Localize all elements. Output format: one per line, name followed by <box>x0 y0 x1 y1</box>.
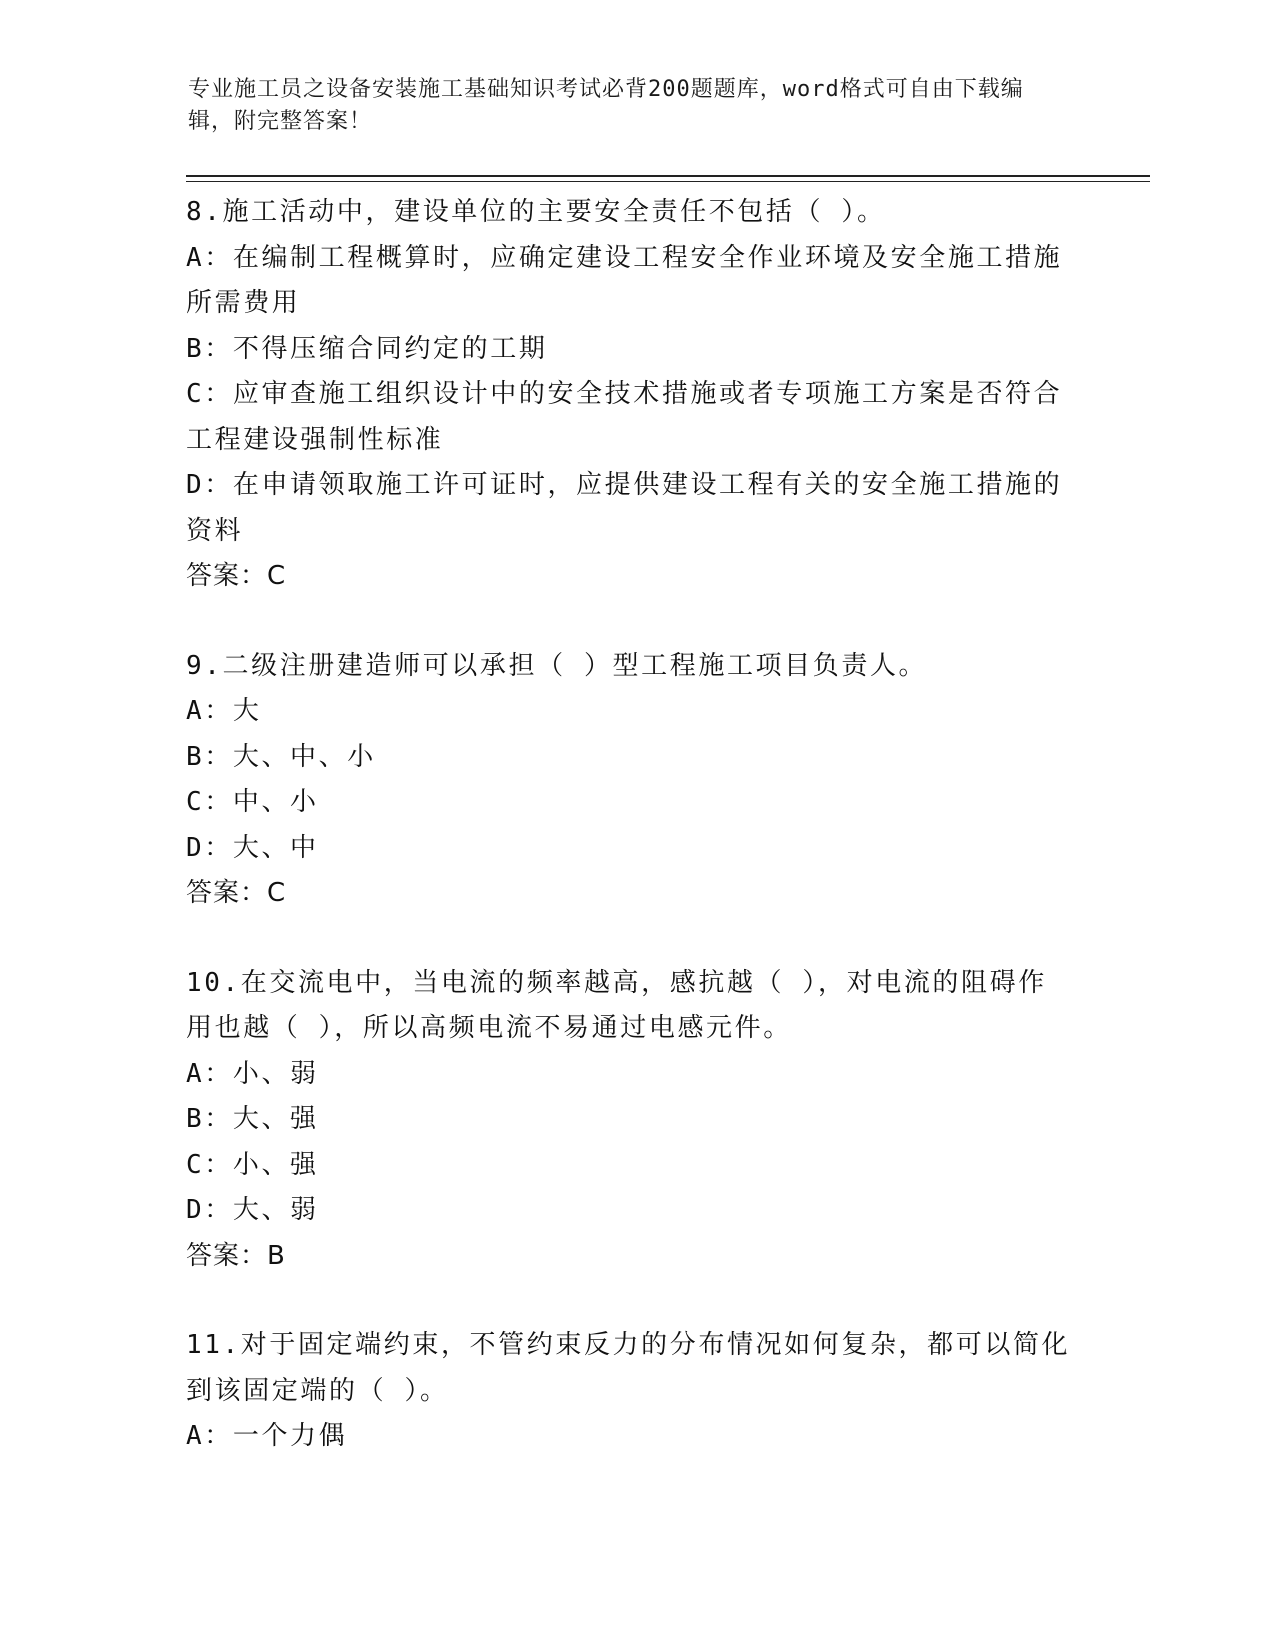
answer: 答案：B <box>186 1240 286 1271</box>
option-b: B：大、中、小 <box>186 741 376 772</box>
header-divider-thin <box>186 181 1150 182</box>
question-10 <box>186 961 1071 1280</box>
option-c: C：小、强 <box>186 1149 319 1180</box>
question-8 <box>186 190 1071 600</box>
question-stem: 9.二级注册建造师可以承担（ ）型工程施工项目负责人。 <box>186 650 928 681</box>
question-stem: 11.对于固定端约束，不管约束反力的分布情况如何复杂，都可以简化到该固定端的（ ）。 <box>186 1330 1071 1406</box>
option-d: D：在申请领取施工许可证时，应提供建设工程有关的安全施工措施的资料 <box>186 470 1063 546</box>
option-a: A：大 <box>186 696 262 726</box>
option-c: C：应审查施工组织设计中的安全技术措施或者专项施工方案是否符合工程建设强制性标准 <box>186 379 1063 455</box>
question-stem: 8.施工活动中，建设单位的主要安全责任不包括（ ）。 <box>186 197 886 227</box>
option-a: A：小、弱 <box>186 1058 319 1089</box>
option-a: A：在编制工程概算时，应确定建设工程安全作业环境及安全施工措施所需费用 <box>186 242 1063 318</box>
option-d: D：大、弱 <box>186 1195 319 1225</box>
question-stem: 10.在交流电中，当电流的频率越高，感抗越（ ），对电流的阻碍作用也越（ ），所以高频电流不易通过电感元件。 <box>186 967 1047 1043</box>
header-divider-thick <box>186 175 1150 177</box>
option-d: D：大、中 <box>186 832 319 863</box>
option-a: A：一个力偶 <box>186 1421 348 1451</box>
question-11 <box>186 1323 1071 1460</box>
option-b: B：大、强 <box>186 1104 319 1134</box>
question-list <box>186 190 1071 1504</box>
question-9 <box>186 644 1071 917</box>
option-c: C：中、小 <box>186 787 319 817</box>
option-b: B：不得压缩合同约定的工期 <box>186 333 548 364</box>
document-header: 专业施工员之设备安装施工基础知识考试必背200题题库，word格式可自由下载编辑，附完整答案！ <box>188 77 1024 134</box>
answer: 答案：C <box>186 561 287 591</box>
answer: 答案：C <box>186 878 287 908</box>
